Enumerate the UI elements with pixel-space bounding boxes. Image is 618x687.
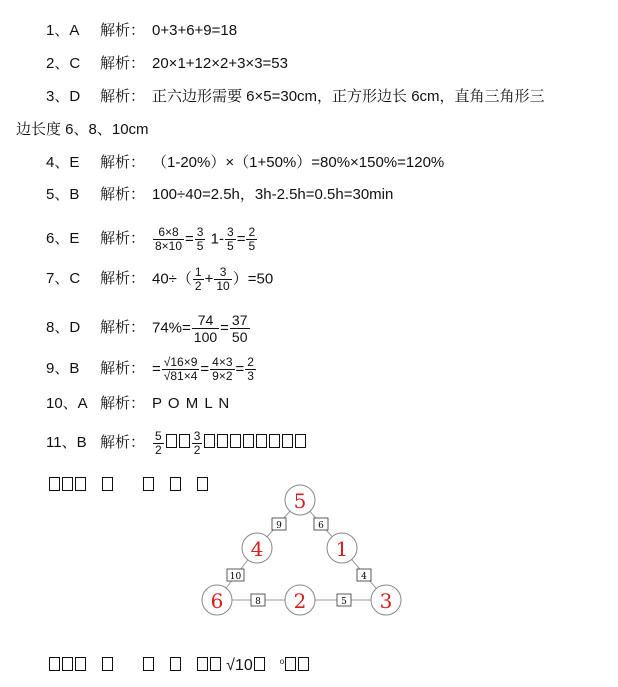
answer-number: 8、D [46,319,81,337]
garbled-glyph [243,434,254,448]
circle-node [285,485,315,515]
fraction: $\frac{3}{5}$ [227,225,234,253]
fraction: $\frac{√16\times 9}{√81\times 4}$ [163,355,198,383]
fraction: $\frac{3}{10}$ [216,265,230,293]
answer-number: 9、B [46,360,80,378]
answer-label: 解析： [100,154,146,171]
fraction: $\frac{2}{3}$ [247,355,254,383]
svg-text:5: 5 [293,489,307,513]
answer-5 [46,185,393,205]
edge-label [272,518,286,531]
svg-text:9: 9 [276,521,282,531]
answer-label: 解析： [100,88,146,105]
answer-label: 解析： [100,55,146,72]
svg-text:10: 10 [229,572,242,582]
fraction: $\frac{2}{5}$ [248,225,256,253]
svg-text:1: 1 [335,537,349,561]
answer-label: 解析： [100,319,146,337]
svg-text:5: 5 [341,597,347,607]
answer-label: 解析： [100,434,146,452]
garbled-glyph [217,434,228,448]
answer-4 [46,153,444,173]
radical-expression: √10 [226,657,253,674]
answer-text: 正六边形需要 6×5=30cm，正方形边长 6cm，直角三角形三 [152,88,545,105]
svg-text:6: 6 [210,589,224,613]
circle-node [327,533,357,563]
answer-11 [46,430,307,457]
answer-label: 解析： [100,395,146,412]
answer-number: 4、E [46,154,80,171]
section-13-heading: √10 $^o$ [48,652,310,676]
answer-1 [46,21,237,41]
answer-text: 20×1+12×2+3×3=53 [152,55,288,72]
fraction: $\frac{3}{5}$ [196,225,204,253]
svg-text:3: 3 [379,589,393,613]
answer-label: 解析： [100,270,146,288]
garbled-glyph [166,434,177,448]
answer-label: 解析： [100,22,146,39]
answer-7: 7、C 解析： 40÷（ $\frac{1}{2}$ + $\frac{3}{10}$ ）=50 [46,265,274,293]
answer-8: 8、D 解析： 74%= $\frac{74}{100}$ = $\frac{37}{50}$ [46,312,248,345]
garbled-glyph [295,434,306,448]
fraction: $\frac{3}{2}$ [193,429,201,457]
answer-number: 11、B [46,434,87,452]
fraction: $\frac{4\times 3}{9\times 2}$ [212,355,233,383]
answer-number: 7、C [46,270,81,288]
svg-text:6: 6 [318,521,324,531]
answer-10 [46,394,230,414]
edge-label [337,594,351,607]
answer-text: 100÷40=2.5h，3h-2.5h=0.5h=30min [152,186,394,203]
answer-9: 9、B 解析： = $\frac{√16\times 9}{√81\times 4}$ = $\frac{4\times 3}{9\times 2}$ = $\frac{2}{3}$ [46,355,254,383]
section-12-heading [48,476,209,496]
svg-text:4: 4 [361,572,367,582]
answer-label: 解析： [100,230,146,248]
number-triangle-diagram [190,478,430,628]
circle-node [202,585,232,615]
answer-text: P O M L N [152,395,231,412]
answer-number: 3、D [46,88,81,105]
answer-2 [46,54,288,74]
edge-label [357,569,371,582]
svg-text:8: 8 [255,597,261,607]
answer-label: 解析： [100,360,146,378]
garbled-glyph [282,434,293,448]
circle-node [371,585,401,615]
fraction: $\frac{6\times 8}{8\times 10}$ [155,225,183,253]
fraction: $\frac{74}{100}$ [193,312,218,345]
answer-number: 2、C [46,55,81,72]
garbled-glyph [204,434,215,448]
svg-text:2: 2 [293,589,307,613]
garbled-glyph [230,434,241,448]
garbled-glyph [256,434,267,448]
edge-label [227,569,244,582]
answer-text: （1-20%）×（1+50%）=80%×150%=120% [152,154,445,171]
answer-3 [46,87,545,107]
edge-label [251,594,265,607]
answer-number: 6、E [46,230,80,248]
answer-number: 1、A [46,22,80,39]
fraction: $\frac{37}{50}$ [231,312,248,345]
answer-text: 0+3+6+9=18 [152,22,238,39]
answer-6: 6、E 解析： $\frac{6\times 8}{8\times 10}$ = $\frac{3}{5}$ 1- $\frac{3}{5}$ = $\frac{2}{5}$ [46,225,256,253]
answer-label: 解析： [100,186,146,203]
circle-node [285,585,315,615]
fraction: $\frac{1}{2}$ [194,265,202,293]
edge-label [314,518,328,531]
answer-number: 5、B [46,186,80,203]
svg-text:4: 4 [250,537,264,561]
garbled-glyph [179,434,190,448]
answer-number: 10、A [46,395,88,412]
fraction: $\frac{5}{2}$ [155,429,162,457]
answer-3-continuation: 边长度 6、8、10cm [16,121,149,138]
circle-node [242,533,272,563]
garbled-glyph [269,434,280,448]
